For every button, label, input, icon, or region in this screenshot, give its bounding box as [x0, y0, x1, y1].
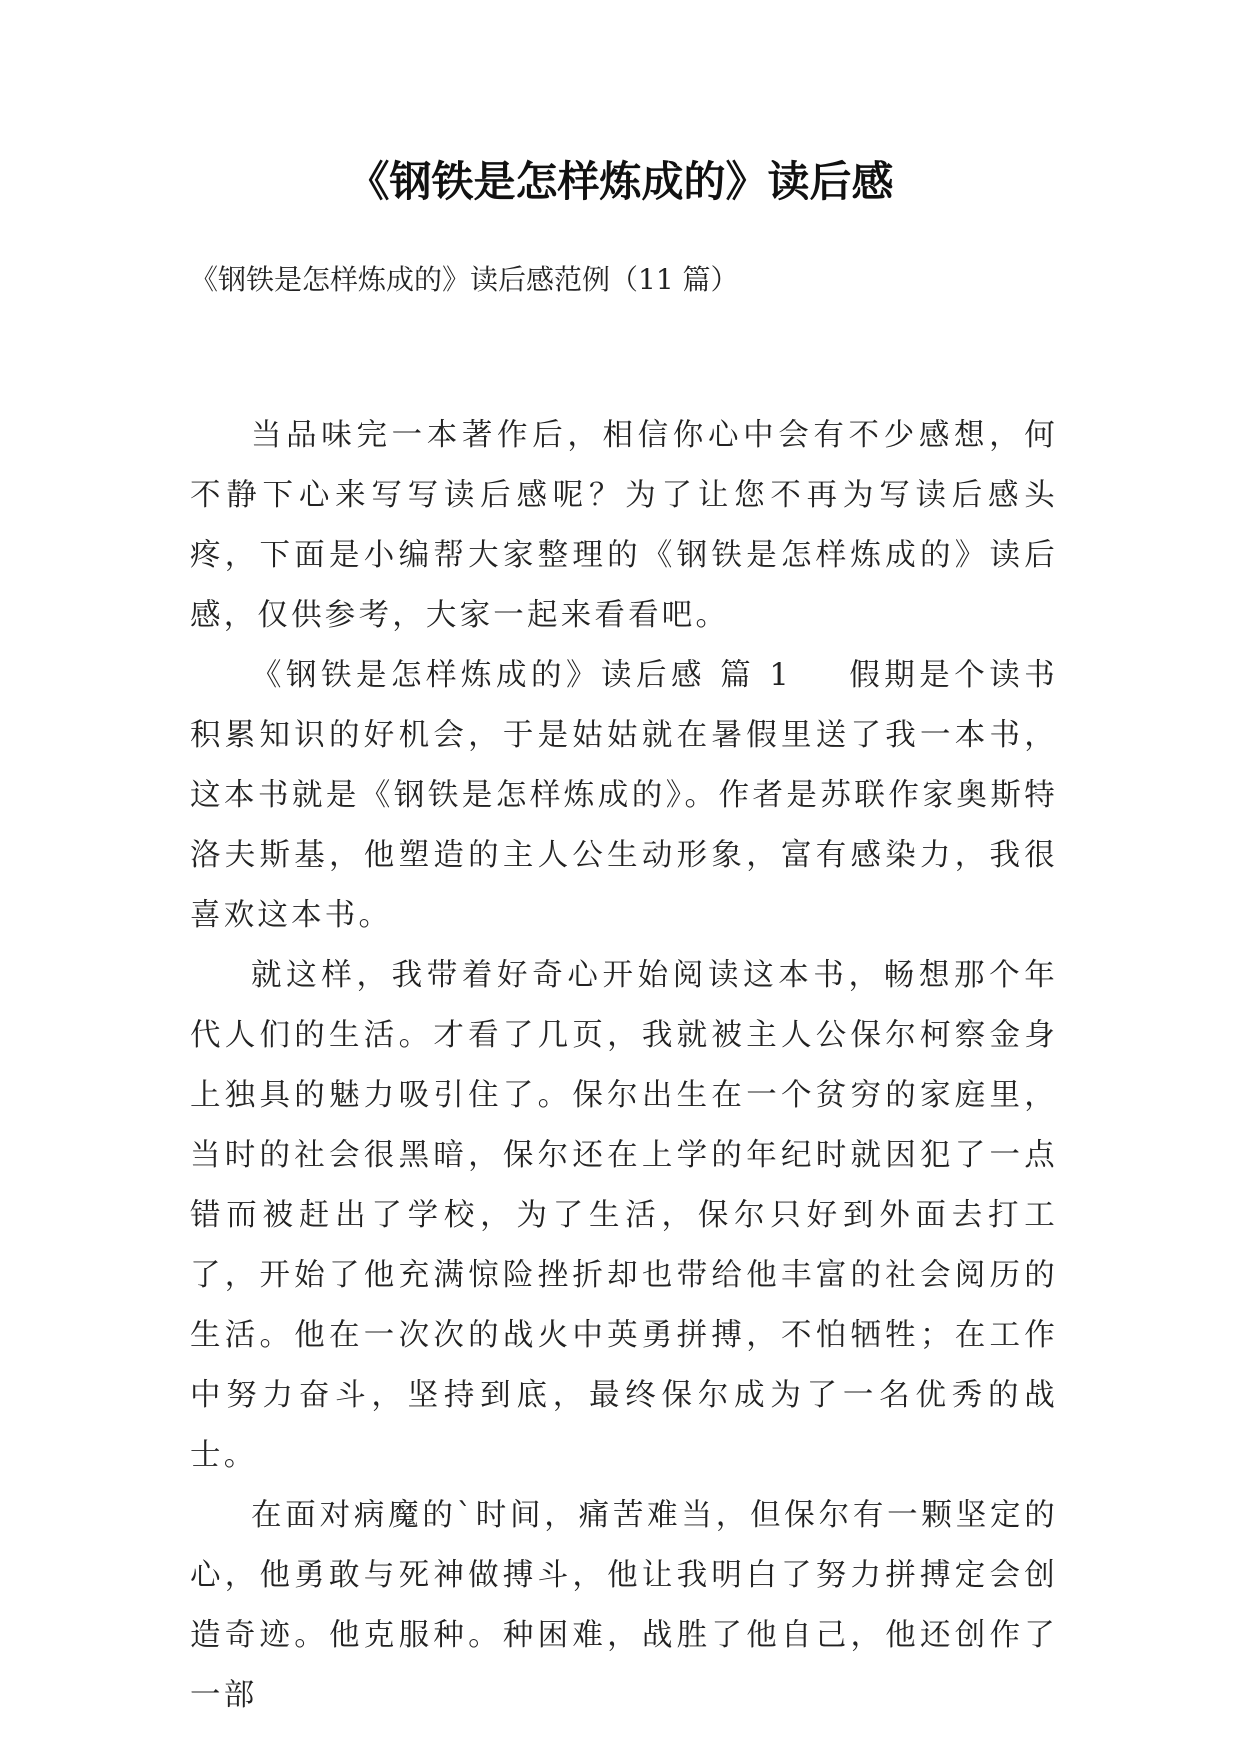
section-1-paragraph [190, 646, 1058, 946]
document-subtitle: 《钢铁是怎样炼成的》读后感范例（11 篇） [190, 263, 739, 296]
section-1-text: 假期是个读书积累知识的好机会，于是姑姑就在暑假里送了我一本书，这本书就是《钢铁是怎样炼成的》。作者是苏联作家奥斯特洛夫斯基，他塑造的主人公生动形象，富有感染力，我很喜欢这本书。 [190, 658, 1058, 933]
section-1-heading: 《钢铁是怎样炼成的》读后感 篇 1 [251, 658, 792, 693]
document-title: 《钢铁是怎样炼成的》读后感 [347, 157, 894, 206]
body-paragraph-2: 就这样，我带着好奇心开始阅读这本书，畅想那个年代人们的生活。才看了几页，我就被主人公保尔柯察金身上独具的魅力吸引住了。保尔出生在一个贫穷的家庭里，当时的社会很黑暗，保尔还在上学的年纪时就因犯了一点错而被赶出了学校，为了生活，保尔只好到外面去打工了，开始了他充满惊险挫折却也带给他丰富的社会阅历的生活。他在一次次的战火中英勇拼搏，不怕牺牲；在工作中努力奋斗，坚持到底，最终保尔成为了一名优秀的战士。 [190, 958, 1058, 1473]
document-body [190, 406, 1058, 1726]
intro-paragraph: 当品味完一本著作后，相信你心中会有不少感想，何不静下心来写写读后感呢？为了让您不再为写读后感头疼，下面是小编帮大家整理的《钢铁是怎样炼成的》读后感，仅供参考，大家一起来看看吧。 [190, 418, 1058, 633]
body-paragraph-3: 在面对病魔的`时间，痛苦难当，但保尔有一颗坚定的心，他勇敢与死神做搏斗，他让我明白了努力拼搏定会创造奇迹。他克服种。种困难，战胜了他自己，他还创作了一部 [190, 1498, 1058, 1713]
